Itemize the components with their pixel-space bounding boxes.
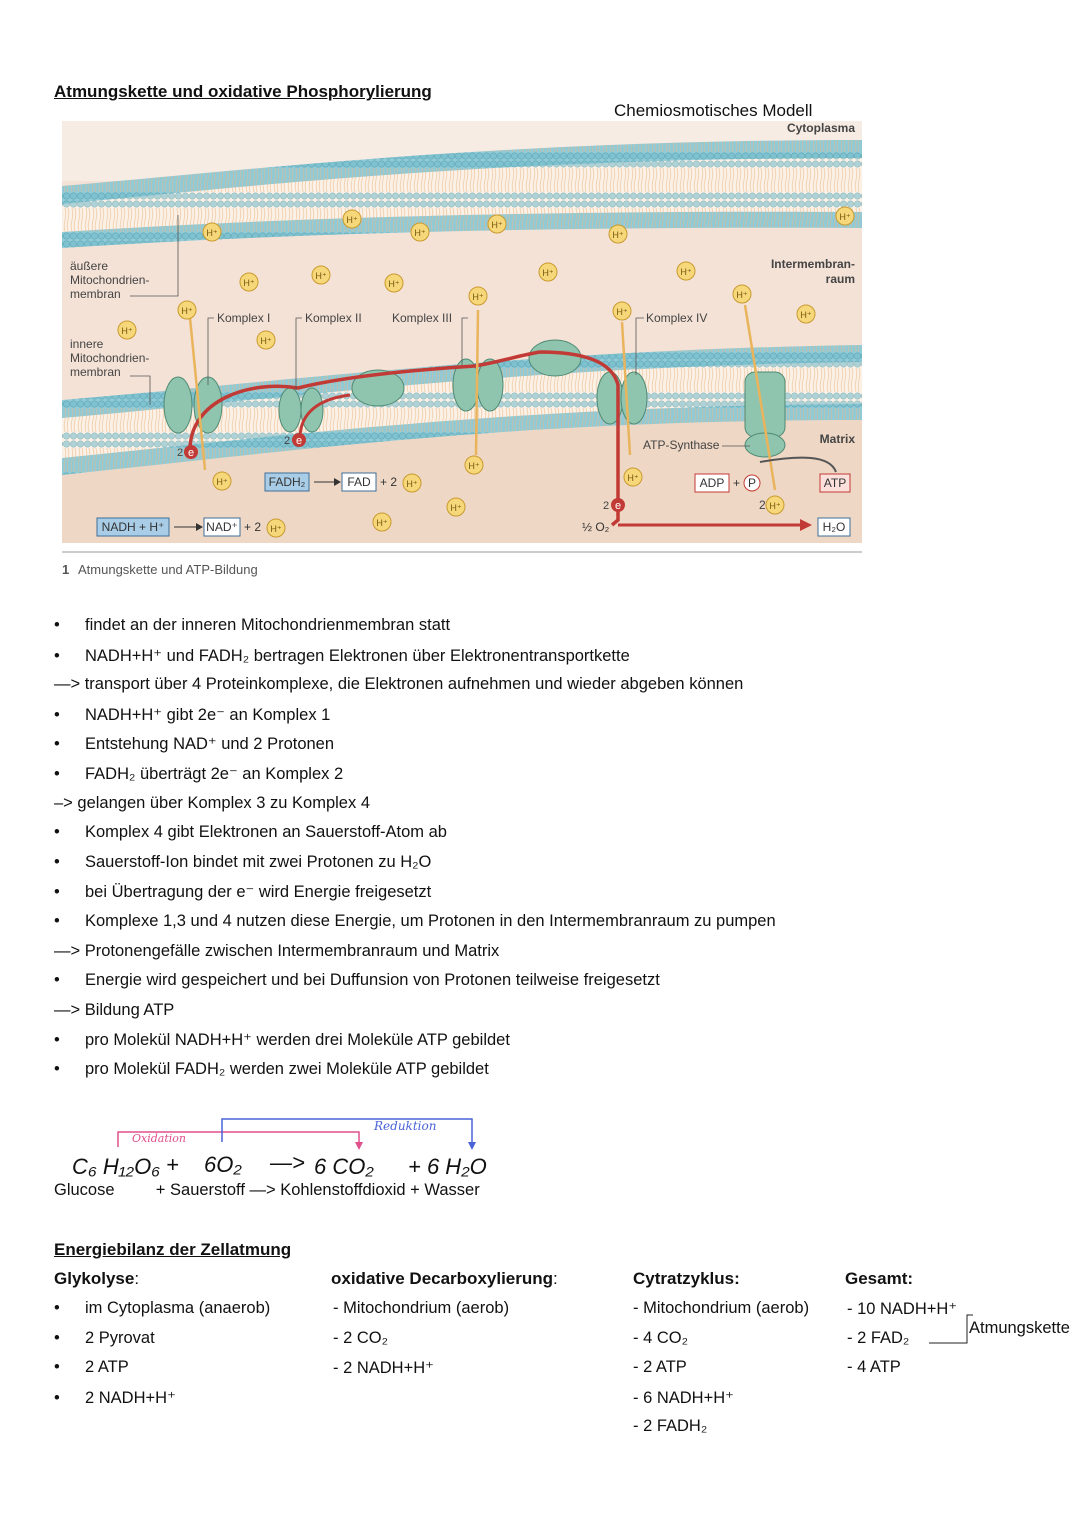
proton-label: H⁺ [243,278,255,288]
gesamt-item [847,1358,901,1377]
bullet-dot: • [54,971,60,990]
cytrat-title: Cytratzyklus: [633,1269,740,1288]
glykolyse-item [54,1329,155,1348]
proton-label: H⁺ [491,220,503,230]
note-text: Komplex 4 gibt Elektronen an Sauerstoff-Atom ab [85,823,447,842]
komplex-3-label: Komplex III [392,311,453,325]
decarbox-item [333,1299,509,1318]
bullet-dot: • [54,1328,60,1347]
reaction-equation [54,1112,534,1182]
note-arrow: —> Bildung ATP [54,1000,175,1019]
note-bullet [54,616,450,635]
atp-synthase-label: ATP-Synthase [643,438,720,452]
cytrat-item [633,1358,687,1377]
figure-model-title: Chemiosmotisches Modell [614,101,813,120]
note-bullet [54,705,330,725]
glucose-formula: C₆ H₁₂O₆ [72,1154,161,1179]
electron-1-count: 2 [176,447,184,459]
gesamt-item-text: - 10 NADH+H⁺ [847,1300,958,1318]
note-bullet [54,1030,510,1050]
reduktion-label: Reduktion [374,1119,437,1133]
note-text: pro Molekül FADH₂ werden zwei Moleküle ATP gebildet [85,1060,489,1078]
note-text: FADH₂ überträgt 2e⁻ an Komplex 2 [85,765,344,783]
cytrat-item-text: - 2 FADH₂ [633,1417,708,1436]
komplex-1-label: Komplex I [217,311,271,325]
atp-box: ATP [823,476,847,490]
outer-membrane-label-1: äußere [70,259,109,273]
proton-label: H⁺ [680,267,692,277]
bullet-dot: • [54,646,60,665]
decarbox-item-text: - 2 CO₂ [333,1328,388,1347]
eq-plus: + [166,1152,179,1177]
proton-label: H⁺ [206,228,218,238]
bullet-dot: • [54,705,60,724]
gesamt-title: Gesamt: [845,1269,914,1288]
decarbox-item [333,1329,388,1348]
komplex-2-shape [279,388,301,432]
o2-formula: 6O₂ [204,1152,242,1177]
note-text: Sauerstoff-Ion bindet mit zwei Protonen zu H₂O [85,852,432,871]
inner-membrane-label-1: innere [70,337,104,351]
half-o2: ½ O₂ [582,520,610,534]
komplex-4-label: Komplex IV [646,311,708,325]
proton-label: H⁺ [839,212,851,222]
proton-label: H⁺ [346,215,358,225]
note-text: pro Molekül NADH+H⁺ werden drei Moleküle ATP gebildet [85,1031,510,1050]
outer-membrane-label-3: membran [70,287,121,301]
cytrat-item [633,1417,707,1436]
proton-label: H⁺ [468,461,480,471]
bullet-dot: • [54,823,60,842]
glykolyse-item [54,1388,176,1408]
fadh2-box: FADH₂ [268,475,306,489]
cytrat-item-text: - 4 CO₂ [633,1328,688,1347]
cytoplasma-label: Cytoplasma [786,121,855,135]
glykolyse-item-text: 2 ATP [85,1358,129,1377]
cytrat-item [633,1388,734,1408]
glykolyse-item-text: 2 Pyrovat [85,1328,155,1347]
page-heading: Atmungskette und oxidative Phosphorylierung [54,82,432,101]
proton-label: H⁺ [315,271,327,281]
gesamt-item [847,1329,909,1348]
proton-label: H⁺ [627,473,639,483]
note-bullet [54,853,431,872]
note-bullet [54,764,343,784]
glykolyse-title: Glykolyse: [54,1269,140,1288]
note-bullet [54,882,431,902]
proton-label: H⁺ [736,290,748,300]
decarbox-item-text: - 2 NADH+H⁺ [333,1359,434,1378]
note-arrow: –> gelangen über Komplex 3 zu Komplex 4 [54,793,370,812]
phosphate: P [747,476,757,490]
glykolyse-item [54,1299,270,1318]
note-bullet [54,912,776,931]
intermembranraum-label-2: raum [825,272,855,286]
co2-formula: 6 CO₂ [314,1154,374,1179]
outer-membrane-label-2: Mitochondrien- [70,273,150,287]
electron-3-count: 2 [602,500,610,512]
proton-label: H⁺ [769,501,781,511]
electron-3: e [614,500,622,512]
note-bullet [54,1060,489,1079]
note-text: NADH+H⁺ gibt 2e⁻ an Komplex 1 [85,705,331,724]
caption-number: 1 [62,562,70,577]
caption: Atmungskette und ATP-Bildung [78,562,258,577]
electron-2: e [295,435,303,447]
decarbox-item-text: - Mitochondrium (aerob) [333,1299,510,1317]
glykolyse-item-text: im Cytoplasma (anaerob) [85,1299,271,1317]
eq-arrow: —> [270,1150,305,1175]
bullet-dot: • [54,735,60,754]
proton-label: H⁺ [260,336,272,346]
note-text: bei Übertragung der e⁻ wird Energie freigesetzt [85,883,432,902]
proton-label: H⁺ [612,230,624,240]
proton-label: H⁺ [616,307,628,317]
note-arrow: —> transport über 4 Proteinkomplexe, die Elektronen aufnehmen und wieder abgeben können [54,675,744,694]
respiratory-chain-figure [0,0,1080,600]
matrix-label: Matrix [819,432,855,446]
note-bullet [54,646,630,666]
fad-plus2: + 2 [380,475,398,489]
note-text: Energie wird gespeichert und bei Duffunsion von Protonen teilweise freigesetzt [85,971,660,990]
bullet-dot: • [54,616,60,634]
adp-box: ADP [699,476,725,490]
note-text: NADH+H⁺ und FADH₂ bertragen Elektronen über Elektronentransportkette [85,646,630,665]
h2o-formula: + 6 H₂O [408,1154,487,1179]
intermembranraum-label-1: Intermembran- [770,257,855,271]
cytrat-item [633,1299,809,1318]
inner-membrane-label-3: membran [70,365,121,379]
proton-label: H⁺ [121,326,133,336]
cytrat-item [633,1329,688,1348]
proton-label: H⁺ [376,518,388,528]
komplex-2-label: Komplex II [305,311,362,325]
proton-label: H⁺ [414,228,426,238]
atmungskette-label: Atmungskette [969,1319,1070,1337]
gesamt-item-text: - 2 FAD₂ [847,1328,910,1347]
note-bullet [54,823,447,842]
adp-plus: + [733,476,741,490]
proton-label: H⁺ [542,268,554,278]
proton-label: H⁺ [388,279,400,289]
note-arrow: —> Protonengefälle zwischen Intermembranraum und Matrix [54,941,500,960]
nad-plus2: + 2 [244,520,262,534]
bullet-dot: • [54,1299,60,1317]
note-bullet [54,971,660,990]
proton-label: H⁺ [181,306,193,316]
cytrat-item-text: - 2 ATP [633,1358,687,1377]
electron-2-count: 2 [283,435,291,447]
glykolyse-item-text: 2 NADH+H⁺ [85,1388,176,1407]
note-bullet [54,734,334,754]
proton-label: H⁺ [216,477,228,487]
bullet-dot: • [54,765,60,783]
proton-label: H⁺ [406,479,418,489]
proton-label: H⁺ [270,524,282,534]
bullet-dot: • [54,1060,60,1078]
bullet-dot: • [54,852,60,871]
bullet-dot: • [54,912,60,930]
note-text: findet an der inneren Mitochondrienmembran statt [85,616,451,634]
energy-heading: Energiebilanz der Zellatmung [54,1240,292,1259]
gesamt-bracket [925,1310,975,1350]
bullet-dot: • [54,1388,60,1407]
gesamt-item-text: - 4 ATP [847,1358,901,1377]
glykolyse-item [54,1358,129,1377]
bullet-dot: • [54,1031,60,1050]
cytrat-item-text: - 6 NADH+H⁺ [633,1388,734,1407]
nadh-box: NADH + H⁺ [101,520,165,534]
proton-label: H⁺ [472,292,484,302]
fad-box: FAD [347,475,371,489]
nad-box: NAD⁺ [206,520,238,534]
inner-membrane-label-2: Mitochondrien- [70,351,150,365]
cytrat-item-text: - Mitochondrium (aerob) [633,1299,810,1317]
bullet-dot: • [54,1358,60,1377]
electron-1: e [187,447,195,459]
note-text: Komplexe 1,3 und 4 nutzen diese Energie, um Protonen in den Intermembranraum zu pumpen [85,912,776,930]
h2o-box: H₂O [822,520,846,534]
proton-label: H⁺ [450,503,462,513]
note-text: Entstehung NAD⁺ und 2 Protonen [85,735,335,754]
decarbox-item [333,1358,434,1378]
bullet-dot: • [54,883,60,902]
komplex-1-shape [164,377,192,433]
decarbox-title: oxidative Decarboxylierung: [331,1269,558,1288]
atp-synthase-proton-count: 2 [759,498,766,512]
oxidation-label: Oxidation [132,1132,186,1145]
proton-label: H⁺ [800,310,812,320]
equation-words: Glucose + Sauerstoff —> Kohlenstoffdioxid + Wasser [54,1181,480,1199]
